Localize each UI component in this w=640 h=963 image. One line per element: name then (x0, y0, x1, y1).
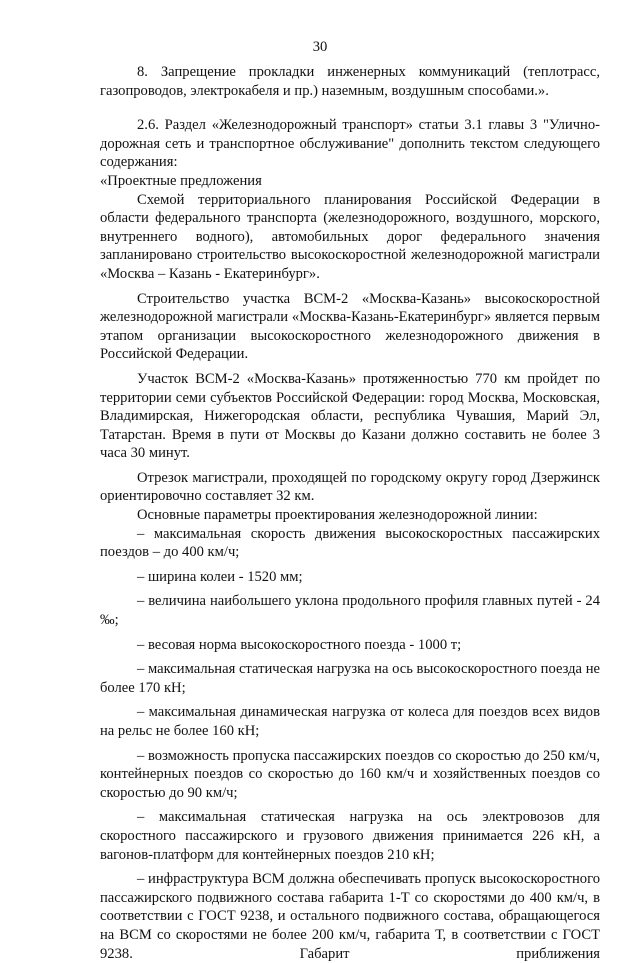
list-item-static-load: – максимальная статическая нагрузка на ось высокоскоростного поезда не более 170 кН; (100, 661, 600, 696)
paragraph-dzerzhinsk-segment: Отрезок магистрали, проходящей по городскому округу город Дзержинск ориентировочно составляет 32 км. (100, 469, 600, 505)
list-item-weight: – весовая норма высокоскоростного поезда - 1000 т; (137, 636, 462, 653)
list-item-dynamic-load: – максимальная динамическая нагрузка от колеса для поездов всех видов на рельс не более 160 кН; (100, 704, 600, 739)
paragraph-prohibition: 8. Запрещение прокладки инженерных коммуникаций (теплотрасс, газопроводов, электрокабеля и пр.) наземным, воздушным способами.». (100, 64, 600, 99)
list-item-gauge: – ширина колеи - 1520 мм; (137, 568, 303, 585)
paragraph-section-2-6: 2.6. Раздел «Железнодорожный транспорт» статьи 3.1 главы 3 "Улично-дорожная сеть и транспортное обслуживание" дополнить текстом следующего содержания: (100, 117, 600, 171)
list-item-locomotive-load: – максимальная статическая нагрузка на ось электровозов для скоростного пассажирского и грузового движения принимается 226 кН, а вагонов-платформ для контейнерных поездов 210 кН; (100, 809, 600, 863)
subheading-project-proposals: «Проектные предложения (100, 172, 262, 189)
paragraph-vsm2-construction: Строительство участка ВСМ-2 «Москва-Казань» высокоскоростной железнодорожной магистрали «Москва-Казань-Екатеринбург» является первым этапом организации высокоскоростного железнодорожного движения в Российской Федерации. (100, 290, 600, 363)
paragraph-parameters-intro: Основные параметры проектирования железнодорожной линии: (137, 507, 538, 524)
list-item-infrastructure: – инфраструктура ВСМ должна обеспечивать пропуск высокоскоростного пассажирского подвижного состава габарита 1-Т со скоростями до 400 км/ч, в соответствии с ГОСТ 9238, и остального подвижного состава, обращающегося на ВСМ со скоростями не более 200 км/ч, габарита Т, в соответствии с ГОСТ 9238. Габарит приближения (100, 871, 600, 962)
paragraph-vsm2-route: Участок ВСМ-2 «Москва-Казань» протяженностью 770 км пройдет по территории семи субъектов Российской Федерации: город Москва, Московская, Владимирская, Нижегородская области, республика Чувашия, Марий Эл, Татарстан. Время в пути от Москвы до Казани должно составить не более 3 часа 30 минут. (100, 370, 600, 462)
list-item-max-speed: – максимальная скорость движения высокоскоростных пассажирских поездов – до 400 км/ч; (100, 525, 600, 561)
paragraph-territorial-planning: Схемой территориального планирования Российской Федерации в области федерального транспорта (железнодорожного, воздушного, морского, внутреннего водного), автомобильных дорог федерального значения запланировано строительство высокоскоростной железнодорожной магистрали «Москва – Казань - Екатеринбург». (100, 191, 600, 282)
list-item-gradient: – величина наибольшего уклона продольного профиля главных путей - 24 ‰; (100, 593, 600, 629)
page-number: 30 (312, 39, 328, 55)
list-item-mixed-traffic: – возможность пропуска пассажирских поездов со скоростью до 250 км/ч, контейнерных поездов со скоростью до 160 км/ч и хозяйственных поездов со скоростью до 90 км/ч; (100, 747, 600, 801)
document-body (100, 63, 600, 963)
